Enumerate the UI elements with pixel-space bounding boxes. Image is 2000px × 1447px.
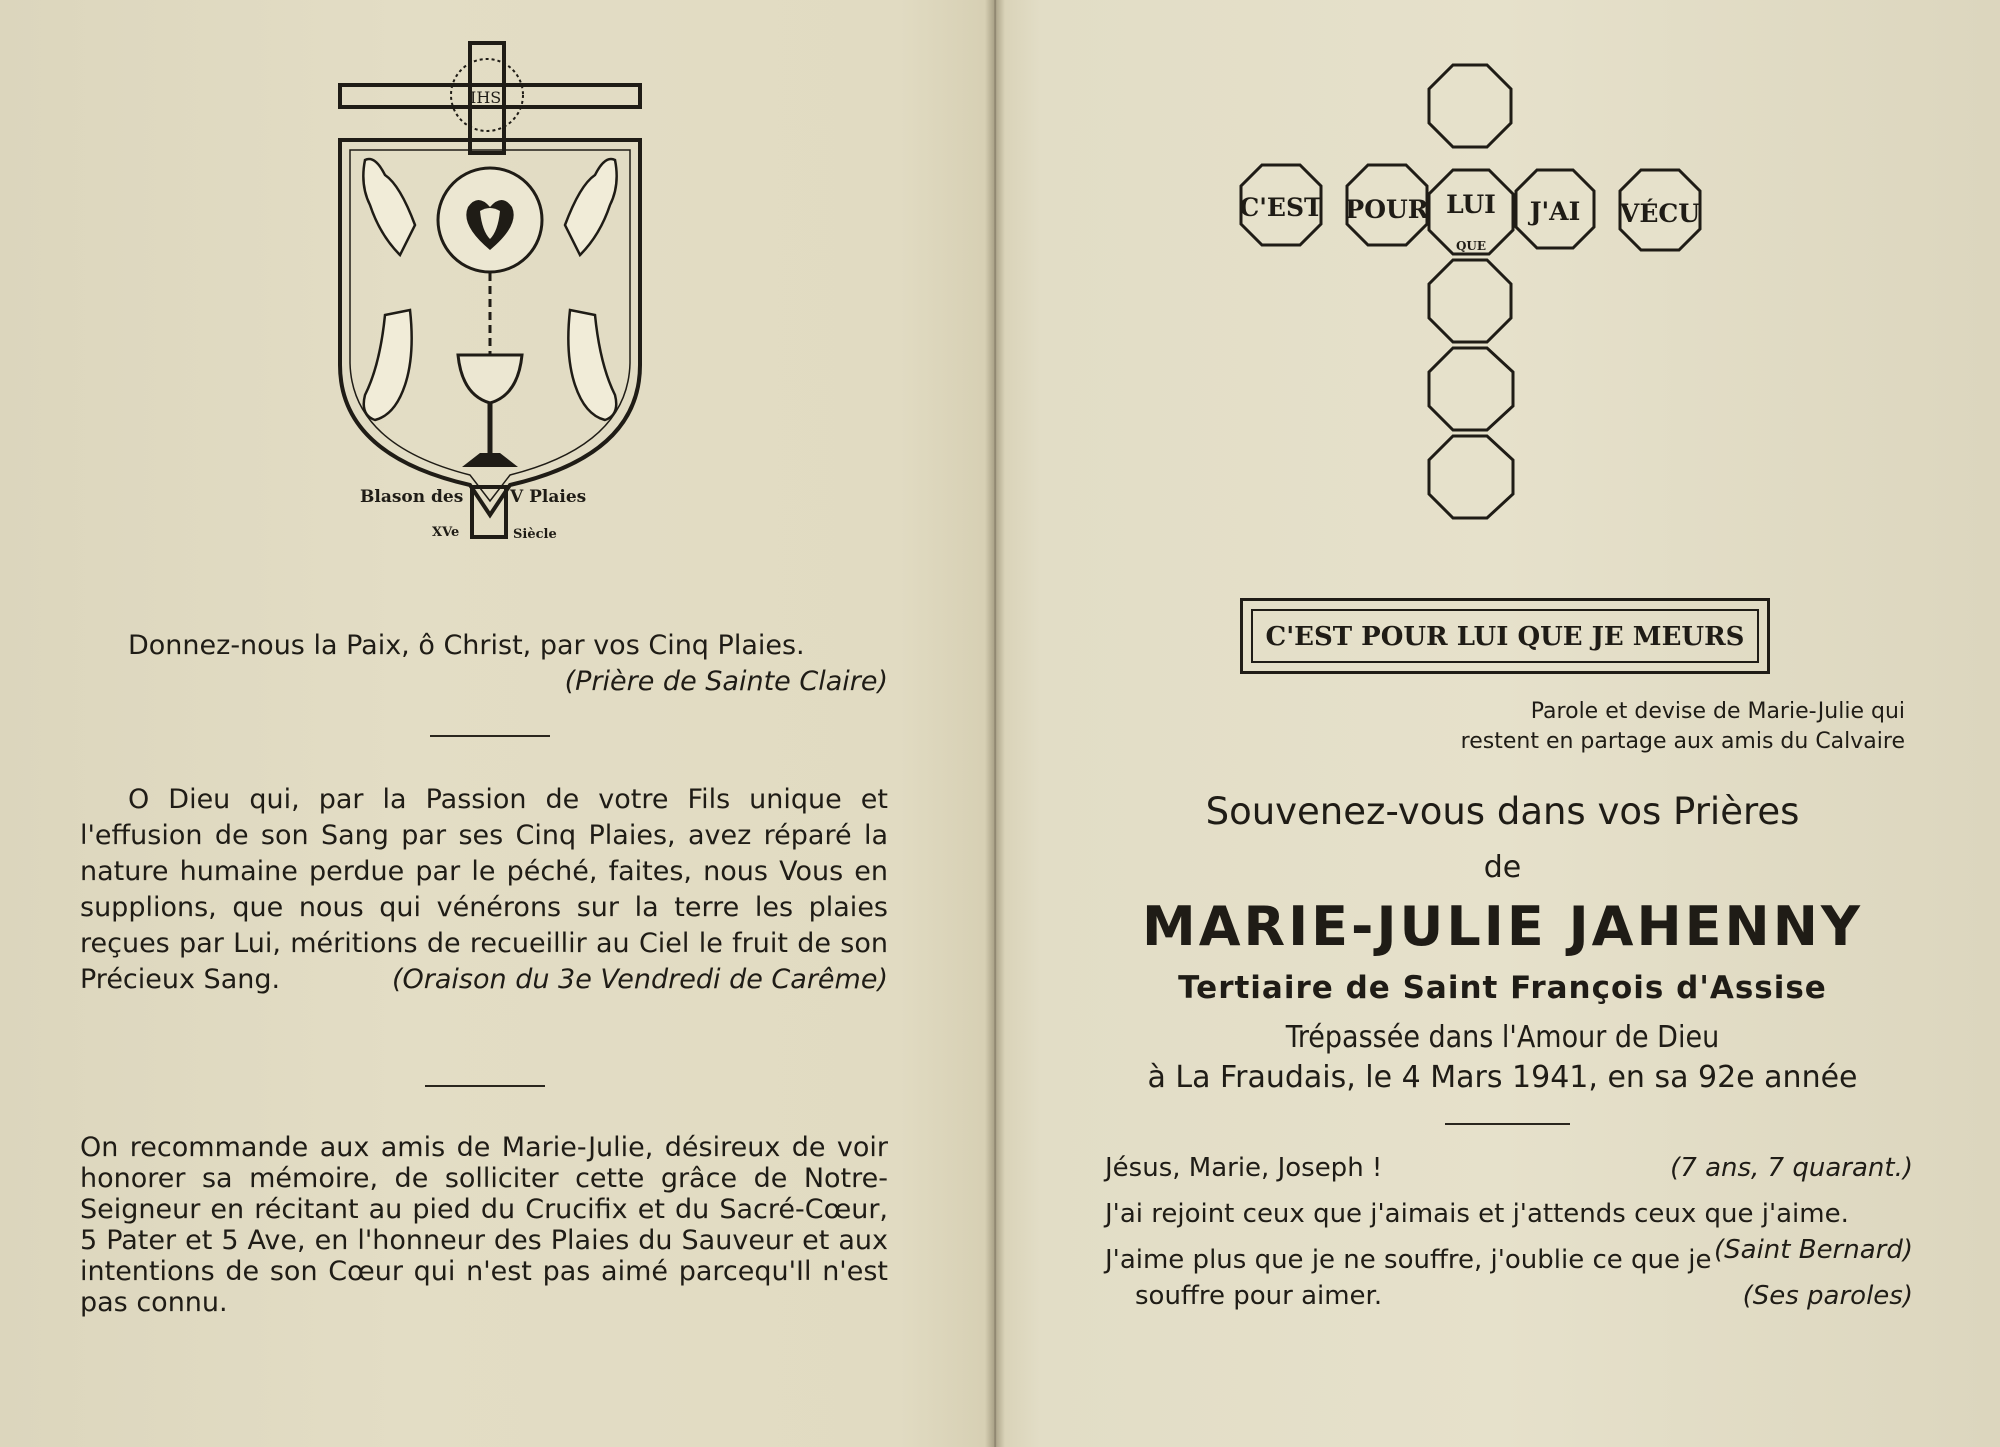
motto-box xyxy=(1240,598,1770,674)
date-place-line: à La Fraudais, le 4 Mars 1941, en sa 92e année xyxy=(1147,1060,1858,1095)
divider xyxy=(1445,1123,1570,1125)
invocation-list xyxy=(1105,1150,1913,1314)
divider xyxy=(425,1085,545,1087)
blason-caption-title-a: Blason des xyxy=(360,487,464,507)
prayer-sainte-claire-text: Donnez-nous la Paix, ô Christ, par vos Cinq Plaies. xyxy=(128,630,805,661)
invocation-text: Jésus, Marie, Joseph ! xyxy=(1105,1153,1383,1183)
right-panel xyxy=(1005,0,2000,1447)
motto-text: C'EST POUR LUI QUE JE MEURS xyxy=(1251,609,1759,663)
cross-word-vecu: VÉCU xyxy=(1619,199,1701,228)
cross-word-jai: J'AI xyxy=(1529,197,1581,226)
cross-word-lui: LUI xyxy=(1446,190,1496,219)
blason-caption-title-b: V Plaies xyxy=(510,487,587,507)
motto-note-line2: restent en partage aux amis du Calvaire xyxy=(1460,729,1905,754)
invocation-item xyxy=(1105,1196,1913,1265)
trepassee-line: Trépassée dans l'Amour de Dieu xyxy=(1285,1020,1720,1055)
invocation-item xyxy=(1105,1150,1913,1186)
invocation-source: (Ses paroles) xyxy=(1742,1281,1913,1311)
souvenez-heading: Souvenez-vous dans vos Prières xyxy=(1205,790,1800,833)
oraison-careme-text: O Dieu qui, par la Passion de votre Fils unique et l'effusion de son Sang par ses Cinq Plaies, avez réparé la nature humaine perdue par le péché, faites, nous Vous en supplions, que nous qui vénérons sur la terre les plaies reçues par Lui, méritions de recueillir au Ciel le fruit de son Précieux Sang. xyxy=(80,784,888,995)
cross-word-pour: POUR xyxy=(1345,195,1429,224)
blason-caption-century: XVe xyxy=(432,525,460,540)
motto-note xyxy=(1305,697,1905,757)
card-fold xyxy=(985,0,1005,1447)
prayer-sainte-claire-source: (Prière de Sainte Claire) xyxy=(564,666,888,697)
ihs-monogram: IHS xyxy=(470,88,502,107)
invocation-text: J'ai rejoint ceux que j'aimais et j'attends ceux que j'aime. xyxy=(1105,1199,1849,1229)
recommendation-text: On recommande aux amis de Marie-Julie, désireux de voir honorer sa mémoire, de solliciter cette grâce de Notre-Seigneur en récitant au pied du Crucifix et du Sacré-Cœur, 5 Pater et 5 Ave, en l'honneur des Plaies du Sauveur et aux intentions de son Cœur qui n'est pas aimé parcequ'Il n'est pas connu. xyxy=(80,1132,888,1318)
blason-caption-siecle: Siècle xyxy=(513,527,557,542)
oraison-careme xyxy=(80,782,888,998)
divider xyxy=(430,735,550,737)
invocation-source: (Saint Bernard) xyxy=(1713,1235,1913,1265)
motto-note-line1: Parole et devise de Marie-Julie qui xyxy=(1530,699,1905,724)
cross-word-que: QUE xyxy=(1455,239,1487,253)
invocation-text: J'aime plus que je ne souffre, j'oublie ce que je souffre pour aimer. xyxy=(1105,1245,1712,1311)
left-panel xyxy=(0,0,985,1447)
deceased-name: MARIE-JULIE JAHENNY xyxy=(1141,895,1864,958)
oraison-careme-source: (Oraison du 3e Vendredi de Carême) xyxy=(392,964,888,995)
invocation-source: (7 ans, 7 quarant.) xyxy=(1670,1153,1913,1183)
de-line: de xyxy=(1483,850,1522,885)
octagon-cross xyxy=(1005,50,2000,610)
prayer-sainte-claire xyxy=(80,628,888,700)
cross-word-cest: C'EST xyxy=(1239,193,1323,222)
tertiaire-line: Tertiaire de Saint François d'Assise xyxy=(1178,970,1827,1006)
blason-illustration xyxy=(330,35,650,555)
